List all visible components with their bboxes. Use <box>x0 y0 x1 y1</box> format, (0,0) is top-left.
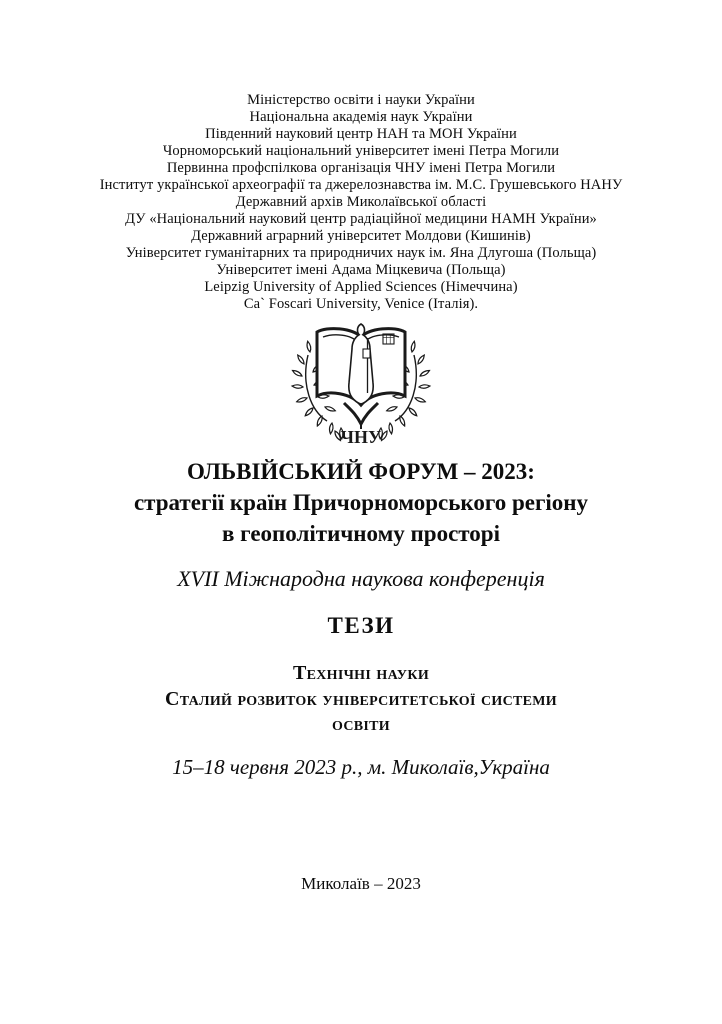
organization-line: Університет імені Адама Міцкевича (Польща) <box>216 262 506 278</box>
organization-line: Державний архів Миколаївської області <box>235 194 487 210</box>
conference-subtitle: XVII Міжнародна наукова конференція <box>177 566 545 591</box>
university-logo <box>0 319 722 447</box>
section-line: Сталий розвиток університетської системи <box>165 687 557 710</box>
section-line: Технічні науки <box>292 662 430 684</box>
date-location: 15–18 червня 2023 р., м. Миколаїв,Україна <box>172 754 550 779</box>
organization-line: Ca` Foscari University, Venice (Італія). <box>243 296 479 312</box>
organization-line: Інститут української археографії та джерелознавства ім. М.С. Грушевського НАНУ <box>99 177 623 193</box>
theses-heading: ТЕЗИ <box>327 613 395 638</box>
organization-line: ДУ «Національний науковий центр радіаційної медицини НАМН України» <box>125 211 597 227</box>
title-line: стратегії країн Причорноморського регіону <box>133 490 589 515</box>
organization-line: Міністерство освіти і науки України <box>247 92 475 108</box>
organizations-list <box>0 0 722 313</box>
section-line: освіти <box>332 713 390 735</box>
organization-line: Чорноморський національний університет імені Петра Могили <box>162 143 560 159</box>
organization-line: Університет гуманітарних та природничих наук ім. Яна Длугоша (Польща) <box>125 245 597 261</box>
university-emblem-icon <box>287 319 435 447</box>
section-heading <box>0 661 722 738</box>
organization-line: Leipzig University of Applied Sciences (Німеччина) <box>204 279 518 295</box>
logo-abbreviation: ЧНУ <box>340 427 382 447</box>
organization-line: Державний аграрний університет Молдови (Кишинів) <box>191 228 531 244</box>
title-line: в геополітичному просторі <box>222 521 500 546</box>
document-title <box>0 456 722 549</box>
organization-line: Первинна профспілкова організація ЧНУ імені Петра Могили <box>166 160 556 176</box>
imprint: Миколаїв – 2023 <box>301 874 421 893</box>
title-line: ОЛЬВІЙСЬКИЙ ФОРУМ – 2023: <box>187 459 535 484</box>
organization-line: Південний науковий центр НАН та МОН України <box>205 126 517 142</box>
organization-line: Національна академія наук України <box>249 109 473 125</box>
